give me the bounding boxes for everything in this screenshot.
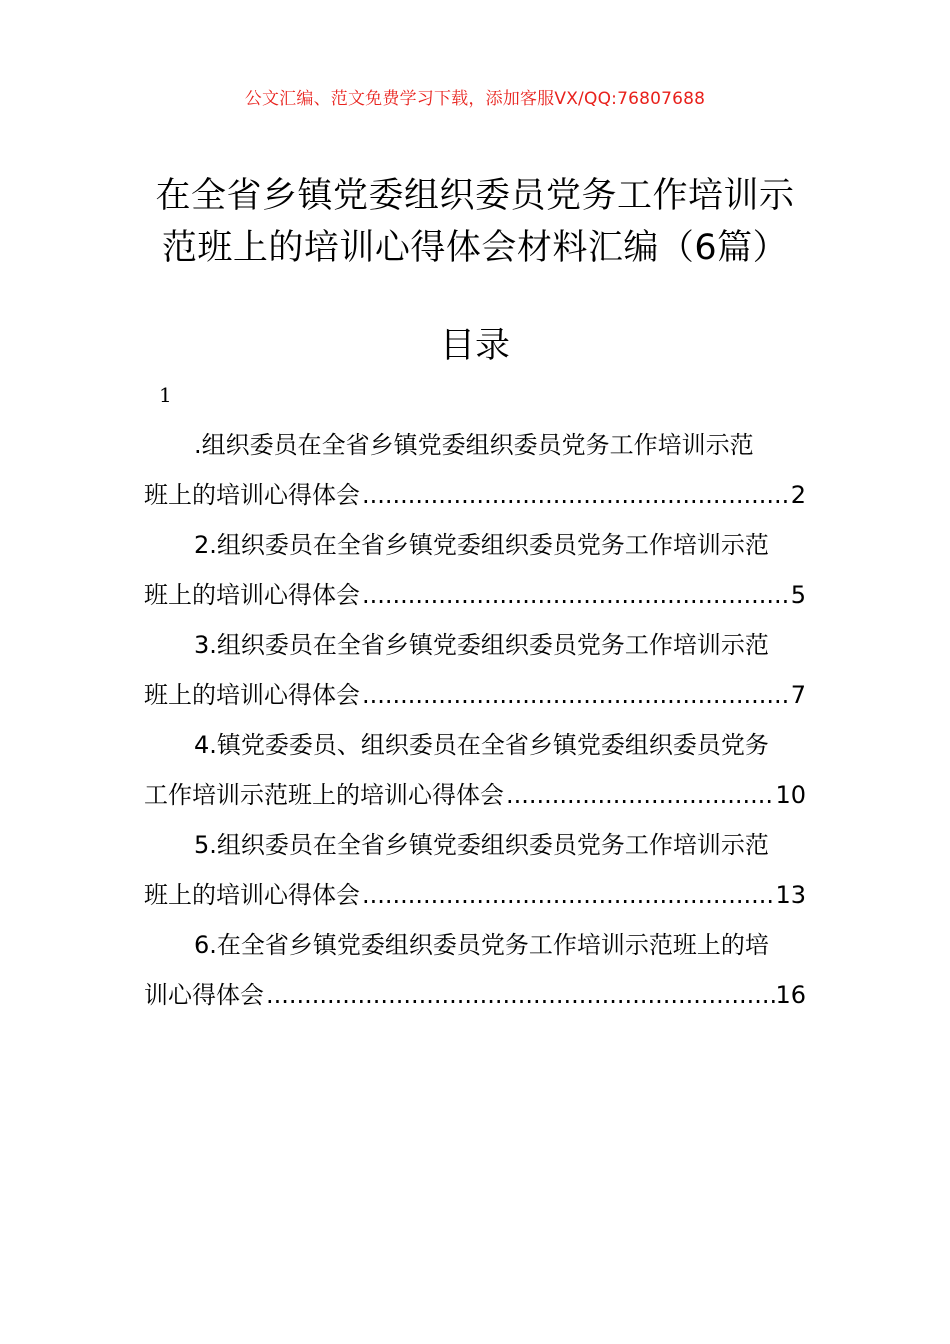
toc-entry-3[interactable] [144, 620, 806, 720]
toc-entry-title-cont: 班上的培训心得体会 [144, 681, 360, 709]
dot-leader [360, 870, 775, 920]
title-line-2: 范班上的培训心得体会材料汇编（6篇） [161, 228, 789, 268]
toc-heading: 目录 [439, 326, 510, 366]
toc-entry-continuation [144, 670, 806, 720]
title-line-1: 在全省乡镇党委组织委员党务工作培训示 [155, 176, 795, 216]
toc-entry-continuation [144, 470, 806, 520]
toc-entry-title-cont: 班上的培训心得体会 [144, 881, 360, 909]
toc-page-number: 13 [775, 881, 806, 909]
toc-entry-title: 6.在全省乡镇党委组织委员党务工作培训示范班上的培 [194, 931, 769, 959]
toc-page-number: 5 [790, 581, 806, 609]
toc-entry-title: 2.组织委员在全省乡镇党委组织委员党务工作培训示范 [194, 531, 769, 559]
toc-entry-title-cont: 训心得体会 [144, 981, 264, 1009]
toc-entry-title: 5.组织委员在全省乡镇党委组织委员党务工作培训示范 [194, 831, 769, 859]
toc-entry-6[interactable] [144, 920, 806, 1020]
toc-entry-title: 3.组织委员在全省乡镇党委组织委员党务工作培训示范 [194, 631, 769, 659]
toc-entry-2[interactable] [144, 520, 806, 620]
toc-entry-title: .组织委员在全省乡镇党委组织委员党务工作培训示范 [194, 431, 754, 459]
toc-page-number: 2 [790, 481, 806, 509]
header-note: 公文汇编、范文免费学习下载，添加客服VX/QQ:76807688 [244, 89, 706, 109]
toc-entry-title-cont: 工作培训示范班上的培训心得体会 [144, 781, 504, 809]
toc-entry-title-cont: 班上的培训心得体会 [144, 581, 360, 609]
toc-page-number: 7 [790, 681, 806, 709]
toc-entry-continuation [144, 970, 806, 1020]
dot-leader [360, 470, 791, 520]
toc-entry-continuation [144, 870, 806, 920]
dot-leader [504, 770, 775, 820]
toc-entry-1[interactable] [144, 420, 806, 520]
document-title [130, 170, 820, 274]
table-of-contents [144, 420, 806, 1020]
stray-number: 1 [159, 383, 172, 407]
toc-entry-5[interactable] [144, 820, 806, 920]
dot-leader [360, 670, 791, 720]
toc-page-number: 10 [775, 781, 806, 809]
dot-leader [360, 570, 791, 620]
toc-entry-continuation [144, 770, 806, 820]
toc-entry-title-cont: 班上的培训心得体会 [144, 481, 360, 509]
toc-entry-continuation [144, 570, 806, 620]
dot-leader [264, 970, 775, 1020]
toc-entry-title: 4.镇党委委员、组织委员在全省乡镇党委组织委员党务 [194, 731, 769, 759]
toc-entry-4[interactable] [144, 720, 806, 820]
toc-page-number: 16 [775, 981, 806, 1009]
